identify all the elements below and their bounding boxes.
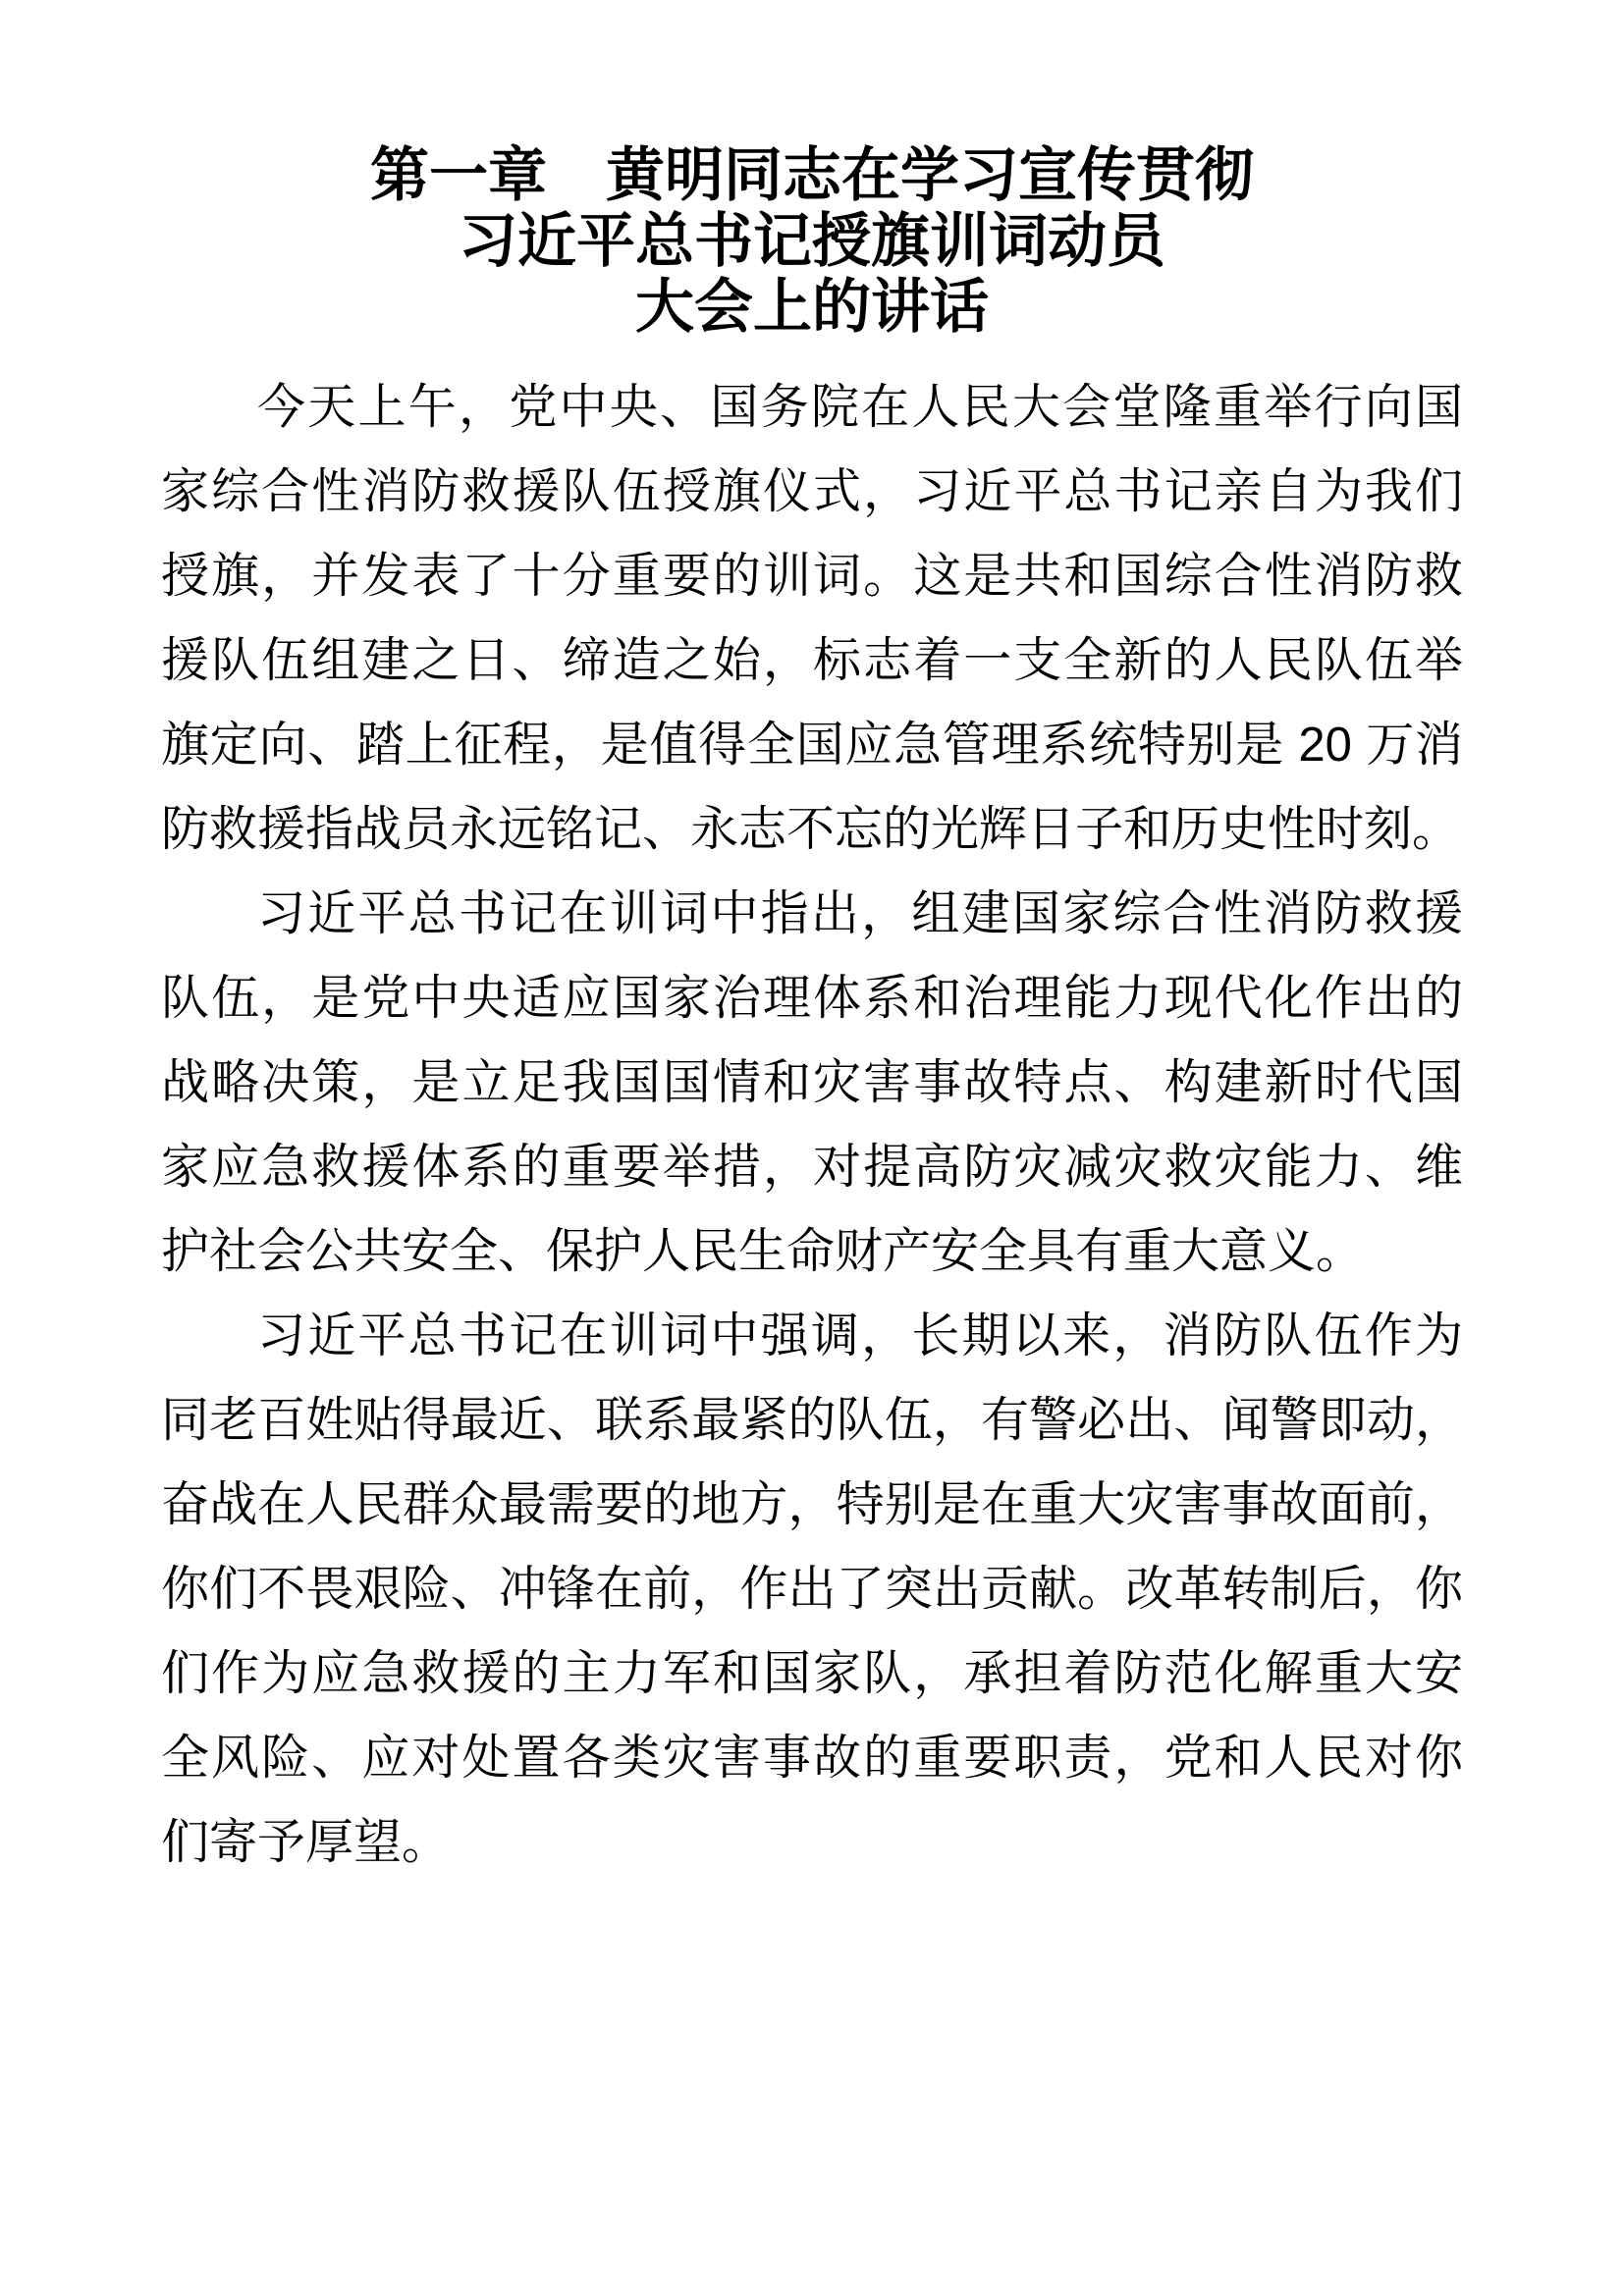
page-title-line-3: 大会上的讲话 (635, 274, 989, 340)
body-text-line: 防救援指战员永远铭记、永志不忘的光辉日子和历史性时刻。 (161, 803, 1461, 856)
body-text-line: 习近平总书记在训词中指出，组建国家综合性消防救援 (257, 887, 1463, 940)
body-text-line: 全风险、应对处置各类灾害事故的重要职责，党和人民对你 (161, 1732, 1463, 1785)
page-title (0, 142, 1624, 340)
body-text-line: 们寄予厚望。 (161, 1816, 451, 1869)
page-title-line-2: 习近平总书记授旗训词动员 (459, 208, 1165, 274)
paragraph (161, 872, 1463, 1294)
body-text-line: 同老百姓贴得最近、联系最紧的队伍，有警必出、闻警即动， (161, 1394, 1463, 1447)
page-title-line-1: 第一章 黄明同志在学习宣传贯彻 (370, 142, 1254, 208)
body-text-line: 习近平总书记在训词中强调，长期以来，消防队伍作为 (257, 1309, 1463, 1362)
body-text-line: 战略决策，是立足我国国情和灾害事故特点、构建新时代国 (161, 1056, 1463, 1109)
body-text-line: 今天上午，党中央、国务院在人民大会堂隆重举行向国 (257, 381, 1463, 434)
paragraph (161, 365, 1463, 872)
body-text-line: 奋战在人民群众最需要的地方，特别是在重大灾害事故面前， (161, 1478, 1463, 1531)
body-text-line: 授旗，并发表了十分重要的训词。这是共和国综合性消防救 (161, 550, 1463, 603)
body-text-line: 旗定向、踏上征程，是值得全国应急管理系统特别是 20 万消 (161, 719, 1463, 772)
document-body (161, 365, 1463, 1885)
body-text-line: 家应急救援体系的重要举措，对提高防灾减灾救灾能力、维 (161, 1141, 1463, 1194)
body-text-line: 援队伍组建之日、缔造之始，标志着一支全新的人民队伍举 (161, 634, 1463, 687)
paragraph (161, 1294, 1463, 1885)
body-text-line: 护社会公共安全、保护人民生命财产安全具有重大意义。 (161, 1225, 1365, 1278)
body-text-line: 家综合性消防救援队伍授旗仪式，习近平总书记亲自为我们 (161, 465, 1463, 518)
body-text-line: 队伍，是党中央适应国家治理体系和治理能力现代化作出的 (161, 972, 1463, 1025)
body-text-line: 们作为应急救援的主力军和国家队，承担着防范化解重大安 (161, 1647, 1463, 1700)
body-text-line: 你们不畏艰险、冲锋在前，作出了突出贡献。改革转制后，你 (161, 1563, 1463, 1616)
